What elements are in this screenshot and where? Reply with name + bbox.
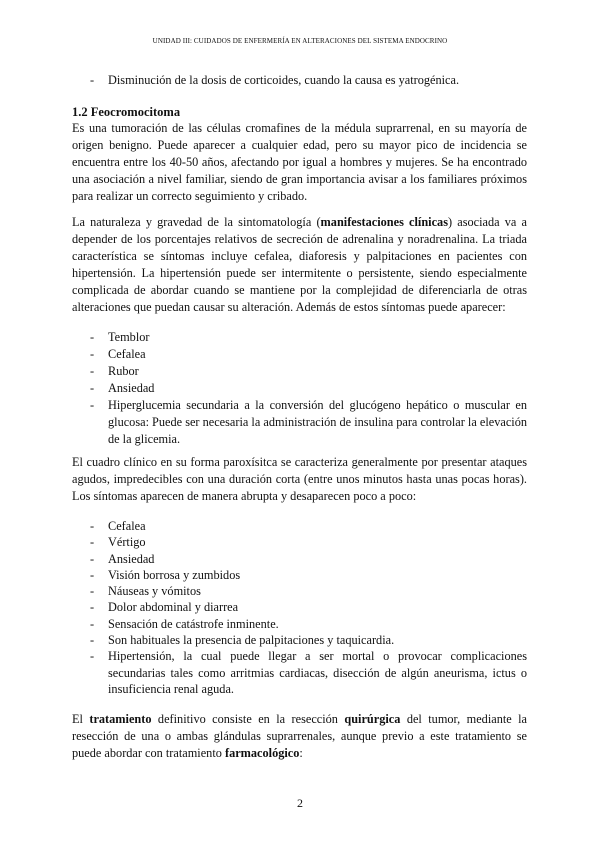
bold-term: tratamiento [89,712,152,726]
bold-term: farmacológico [224,746,300,760]
text: definitivo consiste en la resección [151,712,345,726]
intro-paragraph: Es una tumoración de las células cromafines de la médula suprarrenal, en su mayoría de origen benigno. Puede aparecer a cualquier edad, pero su mayor pico de incidencia se encuentra entre los 40-50 años, afectando por igual a hombres y mujeres. Se ha encontrado una asociación a nivel familiar, siendo de gran importancia avisar a los familiares próximos para realizar un correcto seguimiento y cribado. [72,121,527,203]
list-item: - Dolor abdominal y diarrea [72,599,527,615]
list-item: - Sensación de catástrofe inminente. [72,616,527,632]
list-item: - Visión borrosa y zumbidos [72,567,527,583]
treatment-paragraph [72,711,527,762]
list-item: - Vértigo [72,534,527,550]
bold-term: quirúrgica [344,712,401,726]
list-item: - Temblor [72,329,527,346]
list-item: - Ansiedad [72,380,527,397]
list-item: - Cefalea [72,518,527,534]
list-item: - Náuseas y vómitos [72,583,527,599]
list-item: - Hipertensión, la cual puede llegar a ser mortal o provocar complicaciones secundarias tales como arritmias cardiacas, disección de algún aneurisma, ictus o insuficiencia renal aguda. [72,648,527,697]
list-item: - Disminución de la dosis de corticoides, cuando la causa es yatrogénica. [72,72,527,89]
symptoms-list [72,329,527,448]
bold-term: manifestaciones clínicas [320,215,448,229]
list-item: - Hiperglucemia secundaria a la conversión del glucógeno hepático o muscular en glucosa: Puede ser necesaria la administración de insulina para controlar la elevación de la glicemia. [72,397,527,448]
text: del tumor, mediante la resección de una o ambas glándulas suprarrenales, aunque previo a este tratamiento se puede abordar con tratamiento [72,712,528,760]
running-header: UNIDAD III: CUIDADOS DE ENFERMERÍA EN ALTERACIONES DEL SISTEMA ENDOCRINO [152,37,448,45]
top-bullet-list [72,72,527,89]
list-item: - Rubor [72,363,527,380]
text: ) asociada va a depender de los porcentajes relativos de secreción de adrenalina y noradrenalina. La triada característica se síntomas incluye cefalea, diaforesis y palpitaciones en pacientes con hipertensión. La hipertensión puede ser intermitente o persistente, siendo especialmente complicada de abordar cuando se mantiene por la complejidad de diferenciarla de otras alteraciones que puedan causar su alteración. Además de estos síntomas puede aparecer: [72,215,527,314]
text: : [299,746,303,760]
page-number: 2 [297,796,303,810]
text: El [72,712,90,726]
list-item: - Son habituales la presencia de palpitaciones y taquicardia. [72,632,527,648]
section-title: 1.2 Feocromocitoma [72,105,181,119]
symptoms-paragraph [72,214,527,316]
list-item: - Ansiedad [72,551,527,567]
text: La naturaleza y gravedad de la sintomatología ( [72,215,321,229]
clinical-paragraph: El cuadro clínico en su forma paroxísitca se caracteriza generalmente por presentar ataques agudos, impredecibles con una duración corta (entre unos minutos hasta unas pocas horas). Los síntomas aparecen de manera abrupta y desaparecen poco a poco: [72,455,527,503]
paroxysmal-symptoms-list [72,518,527,697]
list-item: - Cefalea [72,346,527,363]
